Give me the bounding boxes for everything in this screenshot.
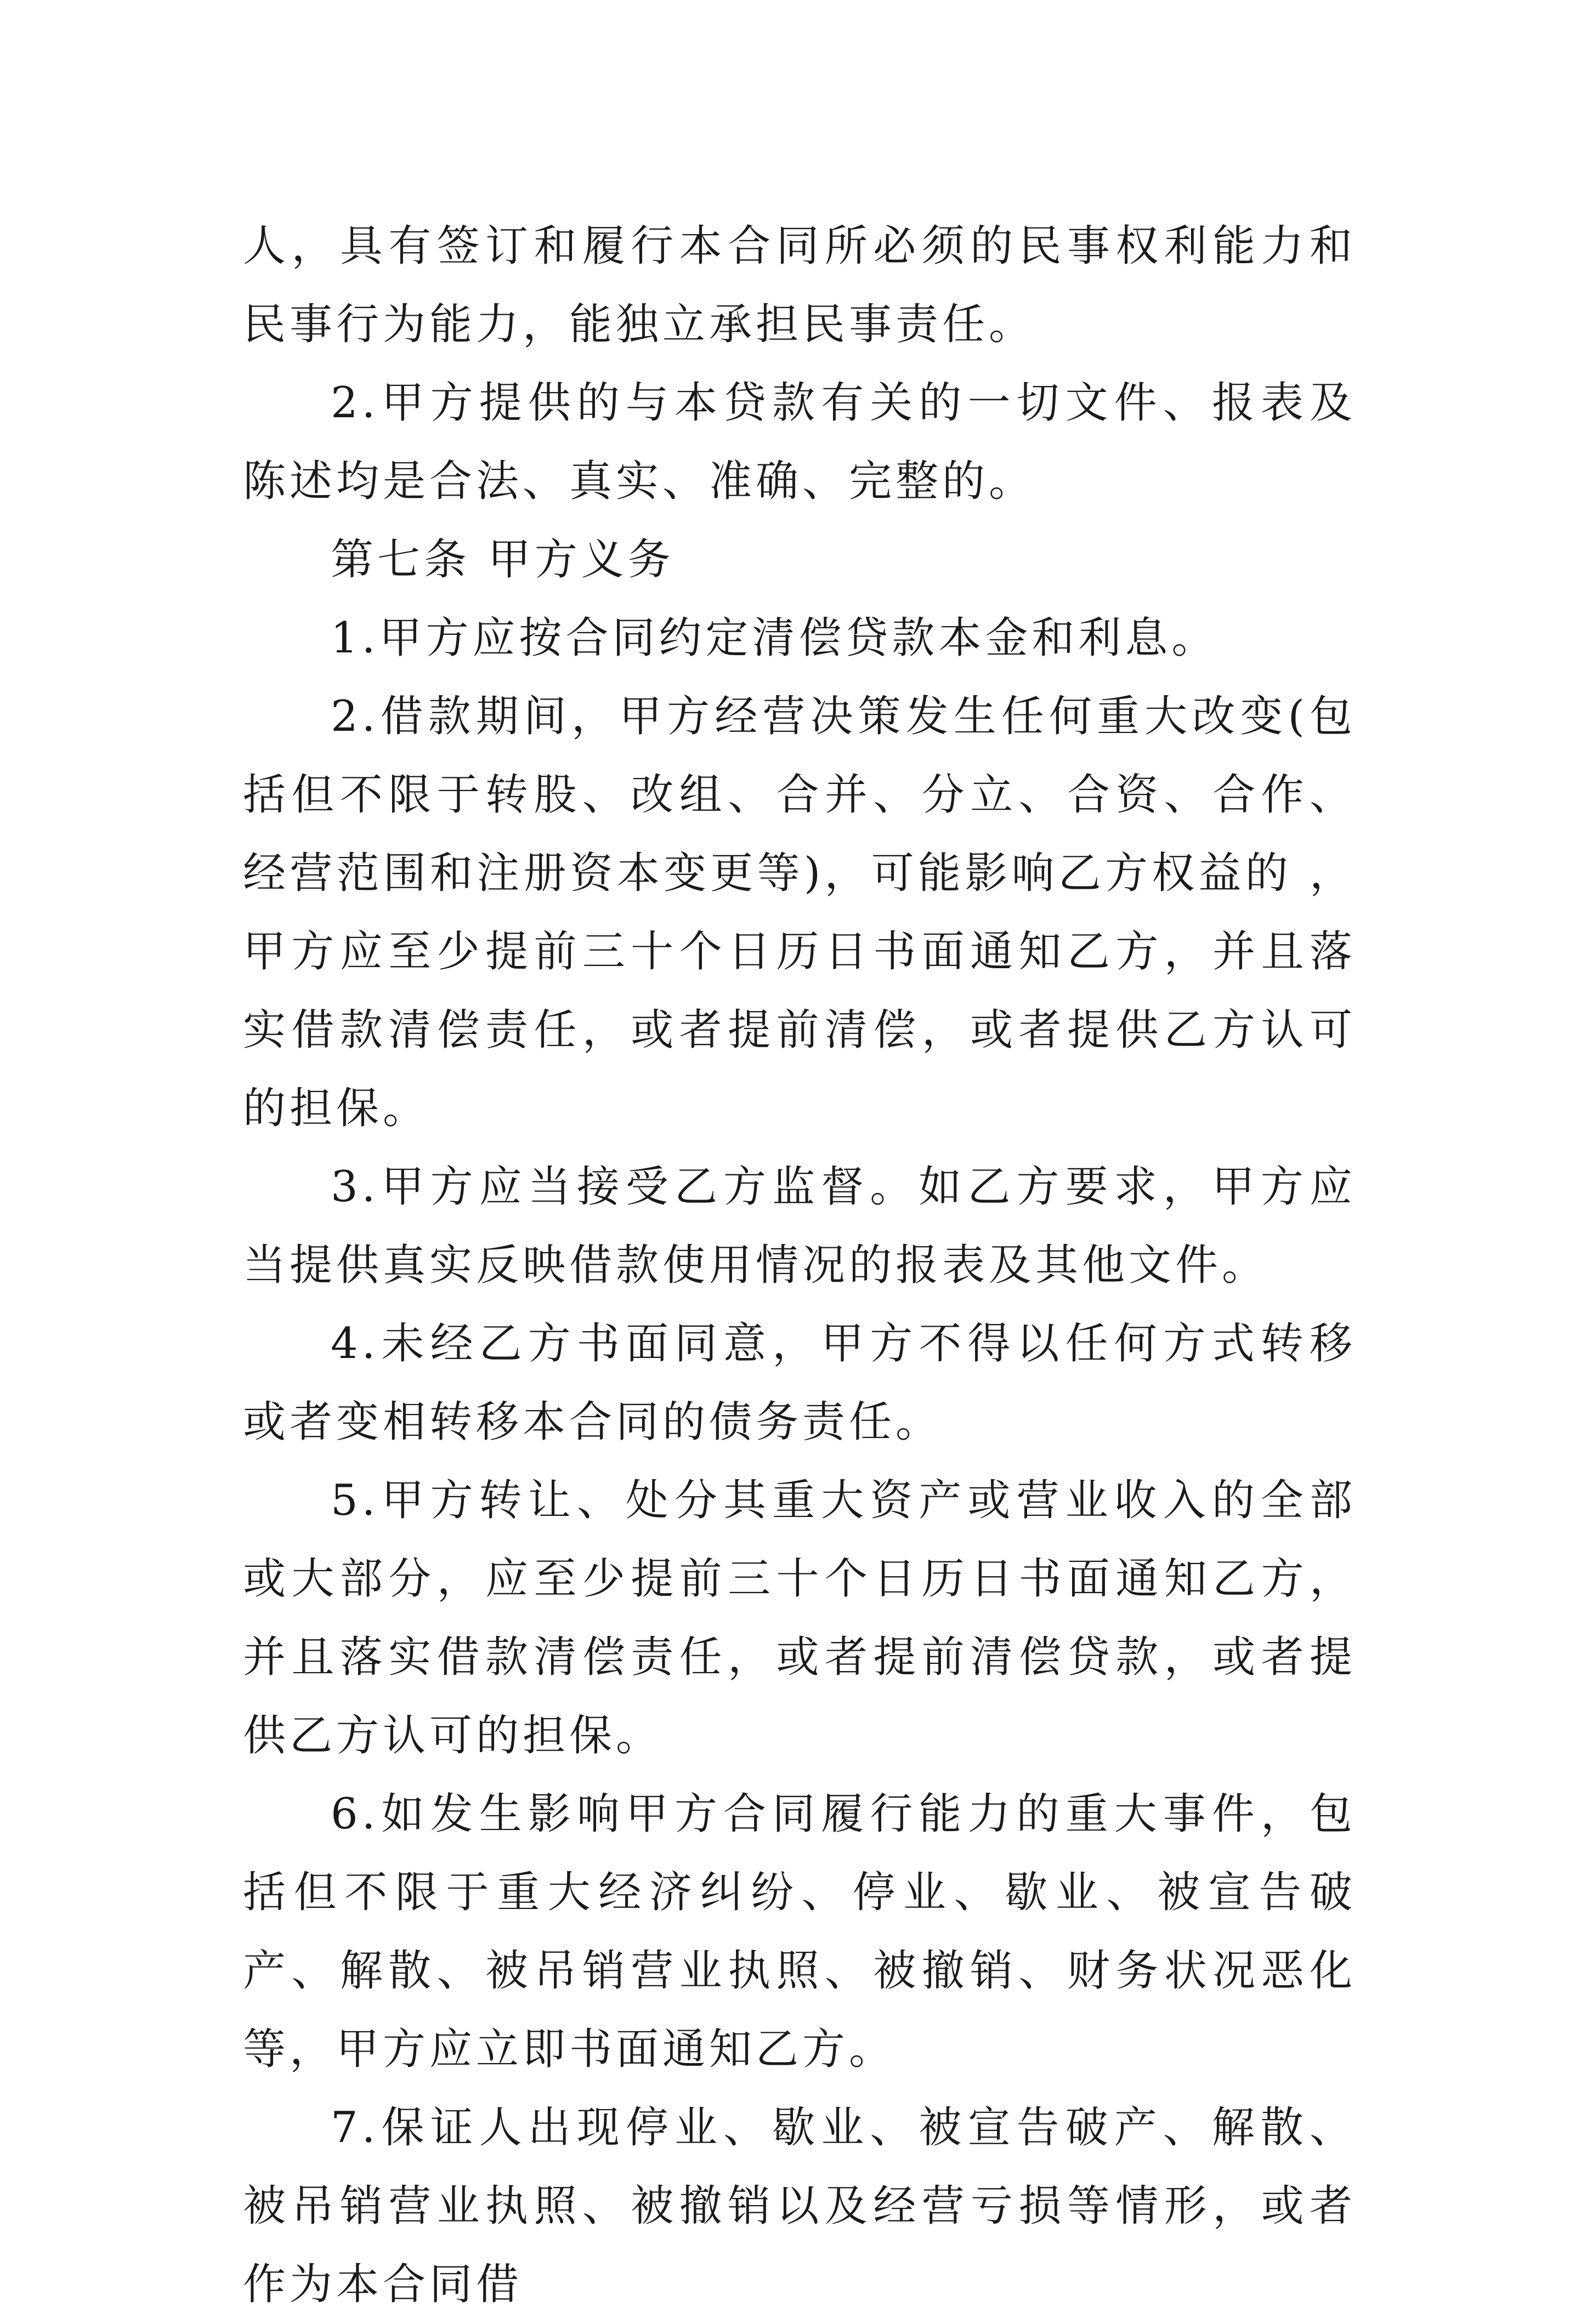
paragraph-obligation-3: 3.甲方应当接受乙方监督。如乙方要求，甲方应当提供真实反映借款使用情况的报表及其他文件。	[243, 1162, 1356, 1290]
paragraph-obligation-5: 5.甲方转让、处分其重大资产或营业收入的全部或大部分，应至少提前三十个日历日书面通知乙方，并且落实借款清偿责任，或者提前清偿贷款，或者提供乙方认可的担保。	[243, 1476, 1356, 1760]
paragraph-obligation-6: 6.如发生影响甲方合同履行能力的重大事件，包括但不限于重大经济纠纷、停业、歇业、被宣告破产、解散、被吊销营业执照、被撤销、财务状况恶化等，甲方应立即书面通知乙方。	[243, 1789, 1356, 2074]
paragraph-obligation-1: 1.甲方应按合同约定清偿贷款本金和利息。	[331, 613, 1218, 663]
paragraph-obligation-2: 2.借款期间，甲方经营决策发生任何重大改变(包括但不限于转股、改组、合并、分立、合资、合作、经营范围和注册资本变更等)，可能影响乙方权益的 ，甲方应至少提前三十个日历日书面通知乙方，并且落实借款清偿责任，或者提前清偿，或者提供乙方认可的担保。	[243, 692, 1356, 1133]
paragraph-2: 2.甲方提供的与本贷款有关的一切文件、报表及陈述均是合法、真实、准确、完整的。	[243, 378, 1356, 506]
paragraph-obligation-7: 7.保证人出现停业、歇业、被宣告破产、解散、被吊销营业执照、被撤销以及经营亏损等情形，或者作为本合同借	[243, 2103, 1356, 2309]
section-heading-article-7: 第七条 甲方义务	[331, 535, 675, 584]
paragraph-1: 人，具有签订和履行本合同所必须的民事权利能力和民事行为能力，能独立承担民事责任。	[243, 221, 1356, 349]
document-body	[243, 207, 1356, 2324]
paragraph-obligation-4: 4.未经乙方书面同意，甲方不得以任何方式转移或者变相转移本合同的债务责任。	[243, 1319, 1356, 1447]
